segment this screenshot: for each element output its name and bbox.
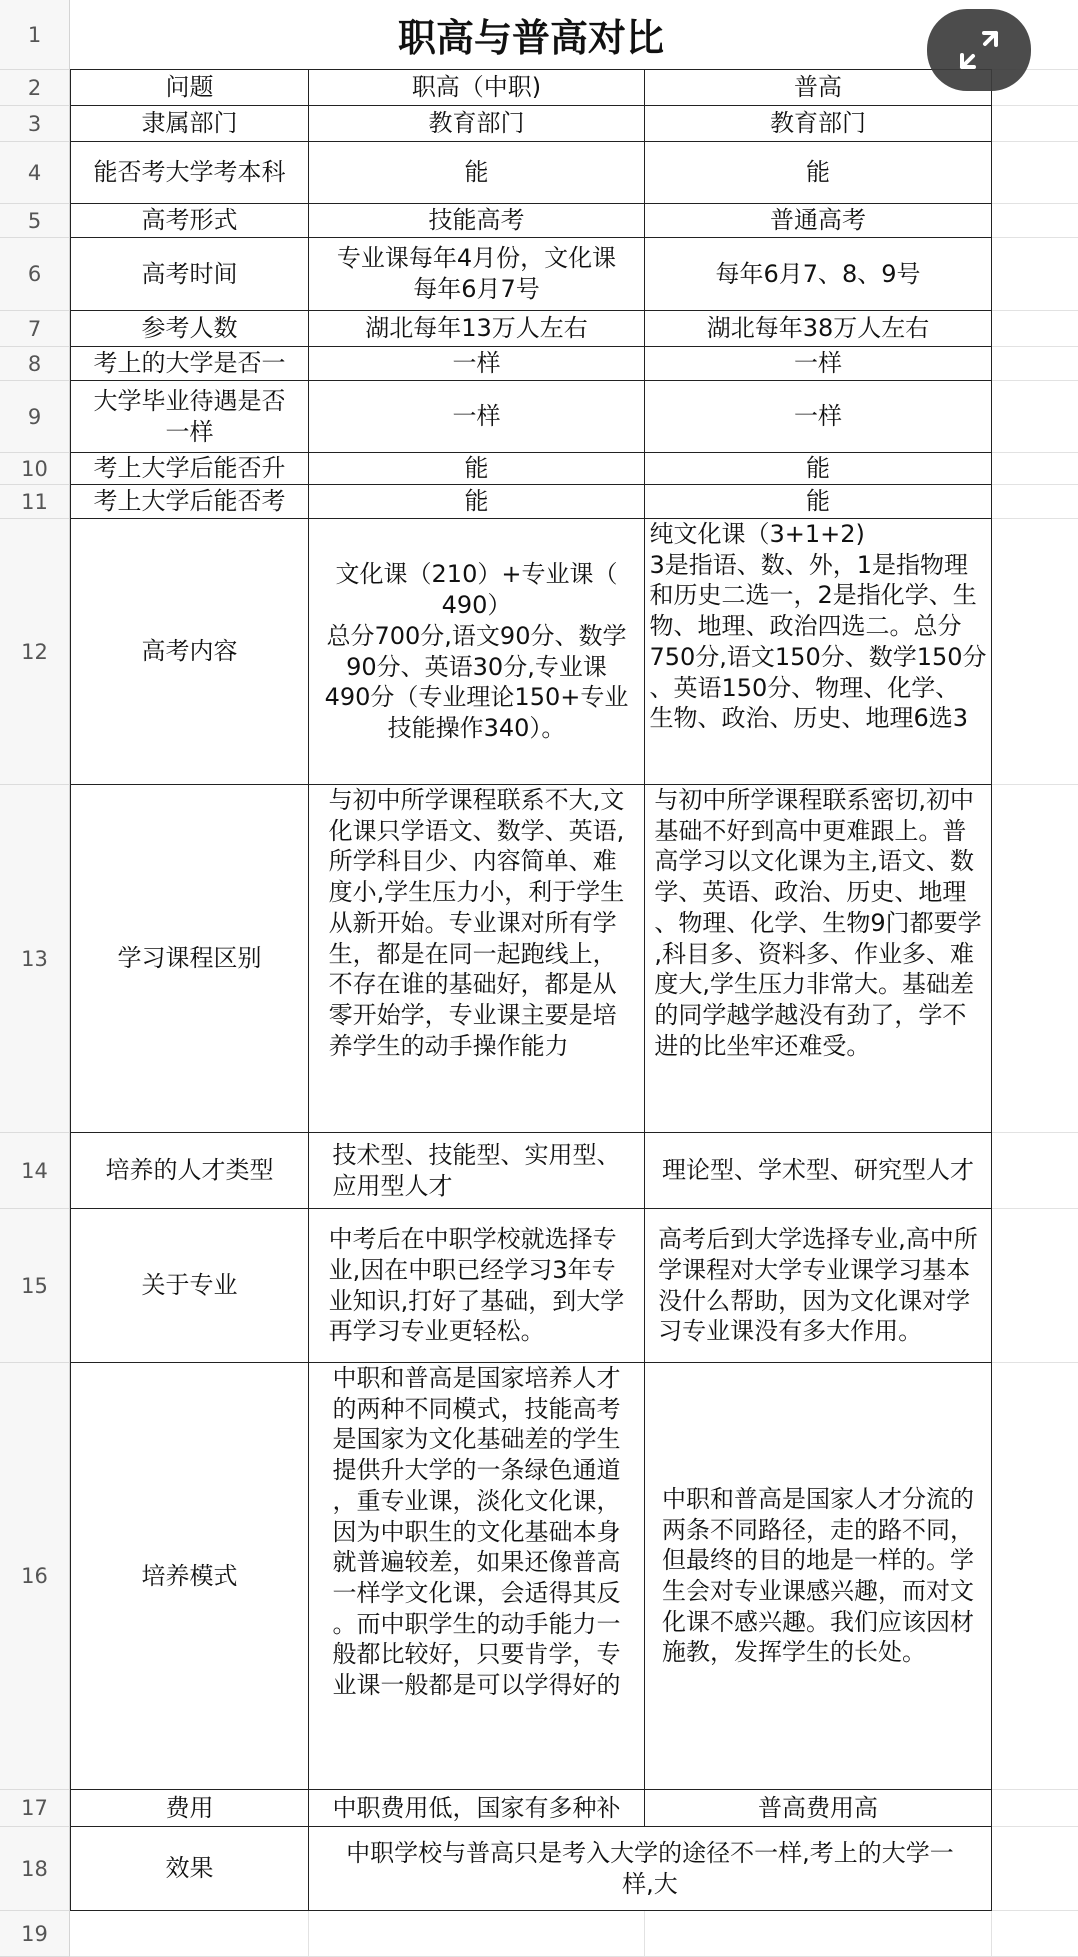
zhigao-cell[interactable]: 中考后在中职学校就选择专 业,因在中职已经学习3年专 业知识,打好了基础，到大学 再学习专业更轻松。 — [309, 1209, 645, 1363]
zhigao-cell[interactable]: 中职和普高是国家培养人才 的两种不同模式，技能高考 是国家为文化基础差的学生 提供升大学的一条绿色通道 ，重专业课，淡化文化课， 因为中职生的文化基础本身 就普遍较差，如果还像普高 一样学文化课，会适得其反 。而中职学生的动手能力一 般都比较好，只要肯学，专 业课一般都是可以学得好的 — [309, 1363, 645, 1790]
pugao-cell[interactable]: 能 — [645, 485, 992, 519]
label-cell[interactable]: 参考人数 — [70, 311, 309, 347]
zhigao-cell[interactable]: 与初中所学课程联系不大,文 化课只学语文、数学、英语, 所学科目少、内容简单、难 度小,学生压力小，利于学生 从新开始。专业课对所有学 生，都是在同一起跑线上， 不存在谁的基础好，都是从 零开始学，专业课主要是培 养学生的动手操作能力 — [309, 785, 645, 1133]
label-cell[interactable]: 能否考大学考本科 — [70, 142, 309, 204]
row-number[interactable]: 16 — [0, 1363, 70, 1790]
empty-cell[interactable] — [992, 453, 1078, 485]
pugao-cell[interactable]: 纯文化课（3+1+2) 3是指语、数、外，1是指物理 和历史二选一，2是指化学、生 物、地理、政治四选二。总分 750分,语文150分、数学150分 、英语150分、物理、化学、 生物、政治、历史、地理6选3 — [645, 519, 992, 785]
row-number[interactable]: 1 — [0, 0, 70, 70]
empty-cell[interactable] — [992, 204, 1078, 238]
empty-cell[interactable] — [992, 1790, 1078, 1827]
pugao-cell[interactable]: 能 — [645, 453, 992, 485]
pugao-cell[interactable]: 一样 — [645, 381, 992, 453]
empty-cell[interactable] — [992, 106, 1078, 142]
label-cell[interactable]: 考上大学后能否考 — [70, 485, 309, 519]
label-cell[interactable]: 高考时间 — [70, 238, 309, 311]
row-number[interactable]: 7 — [0, 311, 70, 347]
header-cell-question[interactable]: 问题 — [70, 70, 309, 106]
empty-cell[interactable] — [309, 1911, 645, 1957]
label-cell[interactable]: 关于专业 — [70, 1209, 309, 1363]
pugao-cell[interactable]: 湖北每年38万人左右 — [645, 311, 992, 347]
label-cell[interactable]: 大学毕业待遇是否 一样 — [70, 381, 309, 453]
merged-cell[interactable]: 中职学校与普高只是考入大学的途径不一样,考上的大学一 样,大 — [309, 1827, 992, 1911]
zhigao-cell[interactable]: 中职费用低，国家有多种补 — [309, 1790, 645, 1827]
pugao-cell[interactable]: 高考后到大学选择专业,高中所 学课程对大学专业课学习基本 没什么帮助，因为文化课对学 习专业课没有多大作用。 — [645, 1209, 992, 1363]
zhigao-cell[interactable]: 一样 — [309, 381, 645, 453]
header-cell-zhigao[interactable]: 职高（中职) — [309, 70, 645, 106]
row-number[interactable]: 19 — [0, 1911, 70, 1957]
row-number[interactable]: 2 — [0, 70, 70, 106]
empty-cell[interactable] — [992, 485, 1078, 519]
fullscreen-button[interactable] — [927, 9, 1031, 91]
row-number[interactable]: 4 — [0, 142, 70, 204]
pugao-cell[interactable]: 教育部门 — [645, 106, 992, 142]
zhigao-cell[interactable]: 能 — [309, 142, 645, 204]
empty-cell[interactable] — [992, 1209, 1078, 1363]
label-cell[interactable]: 效果 — [70, 1827, 309, 1911]
pugao-cell[interactable]: 与初中所学课程联系密切,初中 基础不好到高中更难跟上。普 高学习以文化课为主,语文、数 学、英语、政治、历史、地理 、物理、化学、生物9门都要学 ,科目多、资料多、作业多、难 度大,学生压力非常大。基础差 的同学越学越没有劲了，学不 进的比坐牢还难受。 — [645, 785, 992, 1133]
zhigao-cell[interactable]: 能 — [309, 453, 645, 485]
empty-cell[interactable] — [992, 1827, 1078, 1911]
header-cell-pugao[interactable]: 普高 — [645, 70, 992, 106]
row-number[interactable]: 6 — [0, 238, 70, 311]
row-number[interactable]: 12 — [0, 519, 70, 785]
empty-cell[interactable] — [992, 238, 1078, 311]
sheet-title[interactable]: 职高与普高对比 — [70, 0, 992, 70]
row-number[interactable]: 10 — [0, 453, 70, 485]
label-cell[interactable]: 学习课程区别 — [70, 785, 309, 1133]
row-number[interactable]: 8 — [0, 347, 70, 381]
row-number[interactable]: 14 — [0, 1133, 70, 1209]
pugao-cell[interactable]: 一样 — [645, 347, 992, 381]
label-cell[interactable]: 费用 — [70, 1790, 309, 1827]
empty-cell[interactable] — [992, 311, 1078, 347]
label-cell[interactable]: 高考内容 — [70, 519, 309, 785]
empty-cell[interactable] — [992, 519, 1078, 785]
label-cell[interactable]: 培养的人才类型 — [70, 1133, 309, 1209]
row-number[interactable]: 15 — [0, 1209, 70, 1363]
zhigao-cell[interactable]: 技术型、技能型、实用型、 应用型人才 — [309, 1133, 645, 1209]
zhigao-cell[interactable]: 能 — [309, 485, 645, 519]
pugao-cell[interactable]: 中职和普高是国家人才分流的 两条不同路径，走的路不同， 但最终的目的地是一样的。学 生会对专业课感兴趣，而对文 化课不感兴趣。我们应该因材 施教，发挥学生的长处。 — [645, 1363, 992, 1790]
pugao-cell[interactable]: 每年6月7、8、9号 — [645, 238, 992, 311]
row-number[interactable]: 5 — [0, 204, 70, 238]
row-number[interactable]: 11 — [0, 485, 70, 519]
zhigao-cell[interactable]: 湖北每年13万人左右 — [309, 311, 645, 347]
label-cell[interactable]: 高考形式 — [70, 204, 309, 238]
empty-cell[interactable] — [992, 785, 1078, 1133]
row-number[interactable]: 17 — [0, 1790, 70, 1827]
label-cell[interactable]: 隶属部门 — [70, 106, 309, 142]
zhigao-cell[interactable]: 技能高考 — [309, 204, 645, 238]
label-cell[interactable]: 培养模式 — [70, 1363, 309, 1790]
empty-cell[interactable] — [992, 142, 1078, 204]
label-cell[interactable]: 考上的大学是否一 — [70, 347, 309, 381]
pugao-cell[interactable]: 普高费用高 — [645, 1790, 992, 1827]
row-number[interactable]: 9 — [0, 381, 70, 453]
pugao-cell[interactable]: 能 — [645, 142, 992, 204]
pugao-cell[interactable]: 理论型、学术型、研究型人才 — [645, 1133, 992, 1209]
empty-cell[interactable] — [992, 1133, 1078, 1209]
zhigao-cell[interactable]: 专业课每年4月份，文化课 每年6月7号 — [309, 238, 645, 311]
expand-icon — [956, 27, 1002, 73]
empty-cell[interactable] — [992, 347, 1078, 381]
pugao-cell[interactable]: 普通高考 — [645, 204, 992, 238]
empty-cell[interactable] — [645, 1911, 992, 1957]
label-cell[interactable]: 考上大学后能否升 — [70, 453, 309, 485]
empty-cell[interactable] — [992, 1363, 1078, 1790]
empty-cell[interactable] — [70, 1911, 309, 1957]
row-number[interactable]: 18 — [0, 1827, 70, 1911]
row-number[interactable]: 13 — [0, 785, 70, 1133]
zhigao-cell[interactable]: 教育部门 — [309, 106, 645, 142]
zhigao-cell[interactable]: 文化课（210）+专业课（ 490） 总分700分,语文90分、数学 90分、英语30分,专业课 490分（专业理论150+专业 技能操作340）。 — [309, 519, 645, 785]
empty-cell[interactable] — [992, 381, 1078, 453]
zhigao-cell[interactable]: 一样 — [309, 347, 645, 381]
empty-cell[interactable] — [992, 1911, 1078, 1957]
row-number[interactable]: 3 — [0, 106, 70, 142]
